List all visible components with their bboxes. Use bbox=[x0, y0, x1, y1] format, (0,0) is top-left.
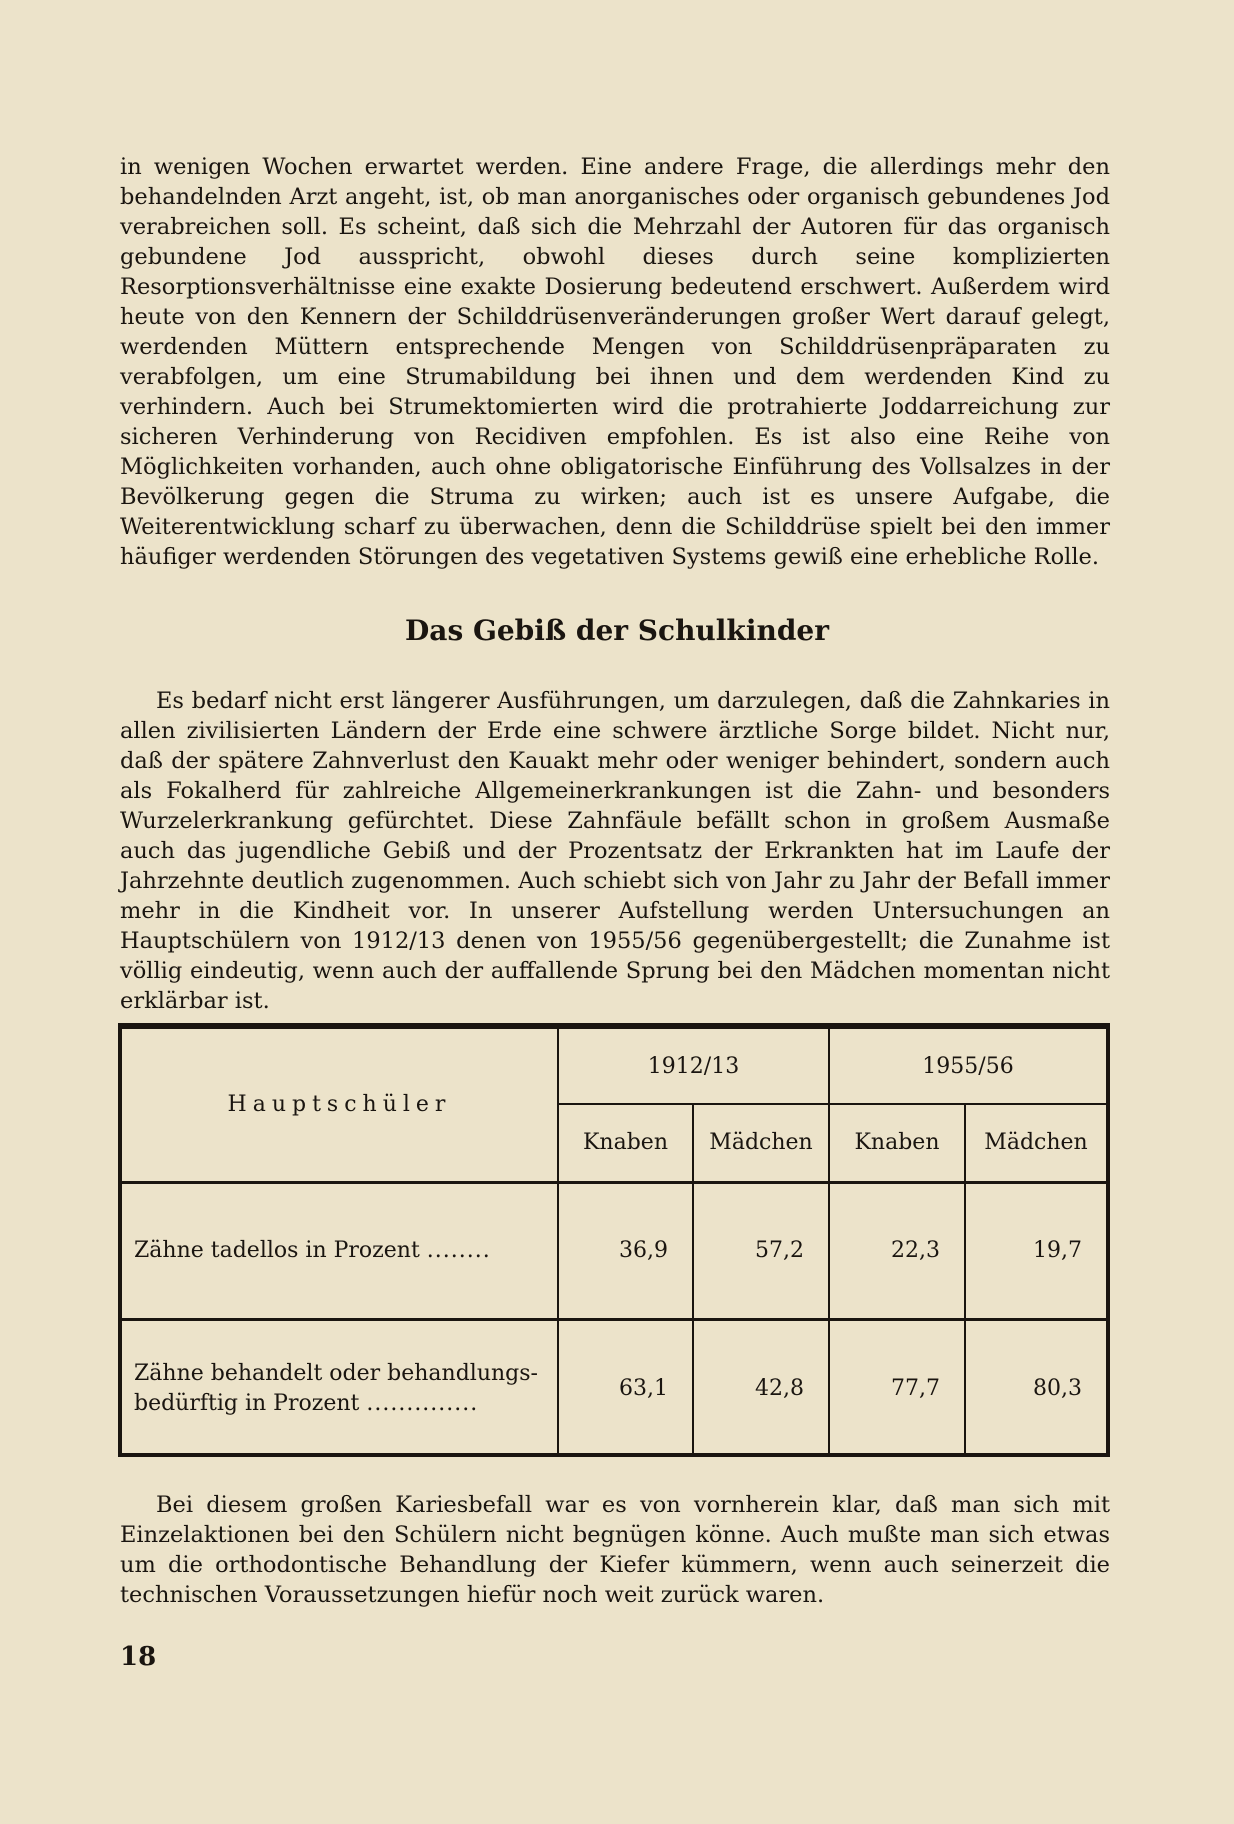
table-subheader-knaben-1955: Knaben bbox=[829, 1104, 965, 1182]
caries-statistics-table bbox=[118, 1023, 1110, 1457]
body-paragraph-1: in wenigen Wochen erwartet werden. Eine andere Frage, die allerdings mehr den behandelnden Arzt angeht, ist, ob man anorganisches oder organisch gebundenes Jod verabreichen soll. Es scheint, daß sich die Mehrzahl der Autoren für das organisch gebundene Jod ausspricht, obwohl dieses durch seine komplizierten Resorptionsverhältnisse eine exakte Dosierung bedeutend erschwert. Außerdem wird heute von den Kennern der Schilddrüsenveränderungen großer Wert darauf gelegt, werdenden Müttern entsprechende Mengen von Schilddrüsenpräparaten zu verabfolgen, um eine Strumabildung bei ihnen und dem werdenden Kind zu verhindern. Auch bei Strumektomierten wird die protrahierte Joddarreichung zur sicheren Verhinderung von Recidiven empfohlen. Es ist also eine Reihe von Möglichkeiten vorhanden, auch ohne obligatorische Einführung des Vollsalzes in der Bevölkerung gegen die Struma zu wirken; auch ist es unsere Aufgabe, die Weiterentwicklung scharf zu überwachen, denn die Schilddrüse spielt bei den immer häufiger werdenden Störungen des vegetativen Systems gewiß eine erhebliche Rolle. bbox=[120, 154, 1110, 570]
row-label-teeth-perfect: Zähne tadellos in Prozent ........ bbox=[122, 1182, 558, 1319]
body-paragraph-3: Bei diesem großen Kariesbefall war es von vornherein klar, daß man sich mit Einzelaktionen bei den Schülern nicht begnügen könne. Auch mußte man sich etwas um die orthodontische Behandlung der Kiefer kümmern, wenn auch seinerzeit die technischen Voraussetzungen hiefür noch weit zurück waren. bbox=[120, 1492, 1110, 1608]
table-header-year-1912: 1912/13 bbox=[558, 1029, 829, 1104]
row-label-teeth-treated: Zähne behandelt oder behandlungs- bedürftig in Prozent .............. bbox=[122, 1319, 558, 1457]
table-cell: 42,8 bbox=[693, 1319, 829, 1457]
page-number: 18 bbox=[120, 1642, 157, 1672]
table-cell: 80,3 bbox=[965, 1319, 1106, 1457]
table-header-year-1955: 1955/56 bbox=[829, 1029, 1106, 1104]
table-cell: 36,9 bbox=[558, 1182, 693, 1319]
section-heading: Das Gebiß der Schulkinder bbox=[405, 614, 829, 647]
table-cell: 22,3 bbox=[829, 1182, 965, 1319]
leader-dots: .............. bbox=[366, 1390, 479, 1416]
table-subheader-knaben-1912: Knaben bbox=[558, 1104, 693, 1182]
body-paragraph-2: Es bedarf nicht erst längerer Ausführungen, um darzulegen, daß die Zahnkaries in allen zivilisierten Ländern der Erde eine schwere ärztliche Sorge bildet. Nicht nur, daß der spätere Zahnverlust den Kauakt mehr oder weniger behindert, sondern auch als Fokalherd für zahlreiche Allgemeinerkrankungen ist die Zahn- und besonders Wurzelerkrankung gefürchtet. Diese Zahnfäule befällt schon in großem Ausmaße auch das jugendliche Gebiß und der Prozentsatz der Erkrankten hat im Laufe der Jahrzehnte deutlich zugenommen. Auch schiebt sich von Jahr zu Jahr der Befall immer mehr in die Kindheit vor. In unserer Aufstellung werden Untersuchungen an Hauptschülern von 1912/13 denen von 1955/56 gegenübergestellt; die Zunahme ist völlig eindeutig, wenn auch der auffallende Sprung bei den Mädchen momentan nicht erklärbar ist. bbox=[120, 688, 1110, 1014]
table-row bbox=[122, 1319, 1106, 1457]
table-row bbox=[122, 1182, 1106, 1319]
table-cell: 63,1 bbox=[558, 1319, 693, 1457]
table-cell: 19,7 bbox=[965, 1182, 1106, 1319]
table-cell: 57,2 bbox=[693, 1182, 829, 1319]
table-subheader-maedchen-1955: Mädchen bbox=[965, 1104, 1106, 1182]
table-subheader-maedchen-1912: Mädchen bbox=[693, 1104, 829, 1182]
table-header-hauptschueler: Hauptschüler bbox=[122, 1029, 558, 1182]
leader-dots: ........ bbox=[426, 1237, 491, 1263]
table-cell: 77,7 bbox=[829, 1319, 965, 1457]
